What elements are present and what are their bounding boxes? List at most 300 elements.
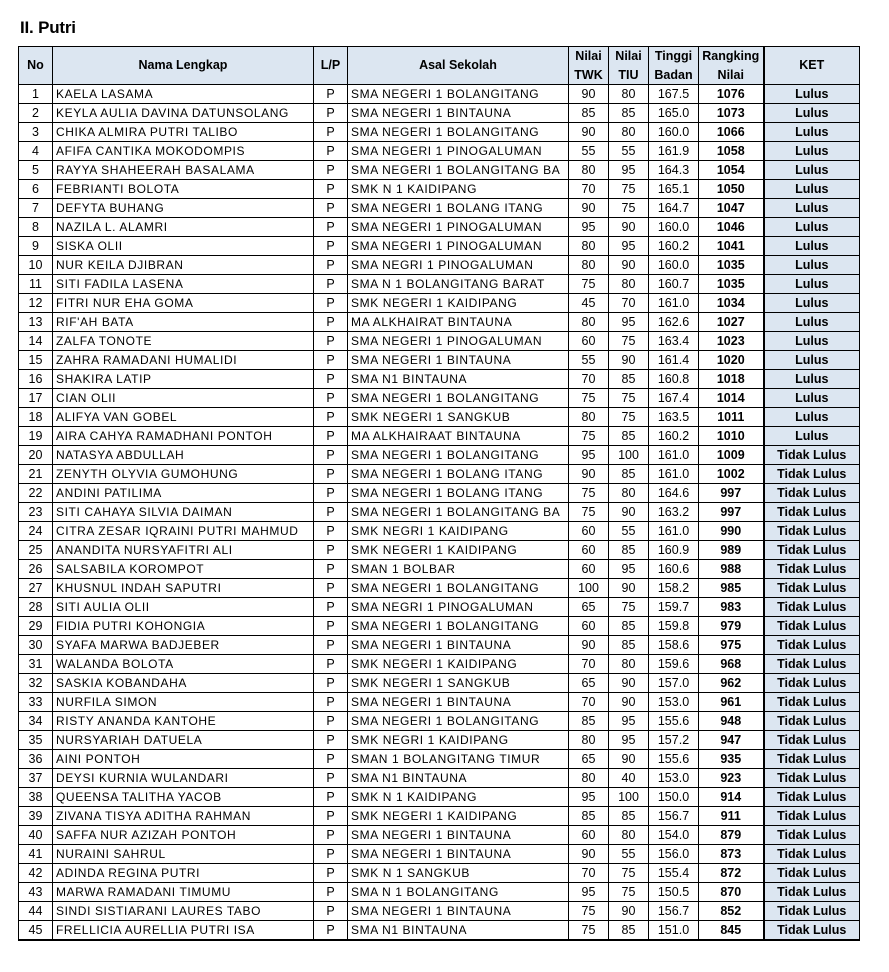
cell-lp: P (314, 389, 348, 408)
section-title: II. Putri (20, 18, 76, 37)
cell-nilai-tiu: 90 (609, 902, 649, 921)
cell-nilai-twk: 90 (569, 845, 609, 864)
header-tiu-bottom: TIU (609, 66, 649, 85)
cell-rangking-nilai: 1035 (699, 275, 764, 294)
cell-nama: NURAINI SAHRUL (53, 845, 314, 864)
cell-no: 20 (19, 446, 53, 465)
table-row (19, 218, 860, 237)
table-row (19, 617, 860, 636)
cell-lp: P (314, 883, 348, 902)
cell-lp: P (314, 351, 348, 370)
cell-nama: ANDINI PATILIMA (53, 484, 314, 503)
header-twk-bottom: TWK (569, 66, 609, 85)
cell-tinggi-badan: 161.0 (649, 465, 699, 484)
cell-no: 19 (19, 427, 53, 446)
cell-nilai-tiu: 95 (609, 731, 649, 750)
cell-tinggi-badan: 157.2 (649, 731, 699, 750)
cell-no: 8 (19, 218, 53, 237)
cell-tinggi-badan: 167.4 (649, 389, 699, 408)
cell-no: 41 (19, 845, 53, 864)
cell-rangking-nilai: 1035 (699, 256, 764, 275)
cell-nilai-tiu: 75 (609, 199, 649, 218)
cell-no: 44 (19, 902, 53, 921)
cell-nama: KAELA LASAMA (53, 85, 314, 104)
header-tinggi-bottom: Badan (649, 66, 699, 85)
cell-nilai-tiu: 90 (609, 256, 649, 275)
header-asal-sekolah: Asal Sekolah (348, 47, 569, 85)
cell-nilai-twk: 75 (569, 902, 609, 921)
cell-nilai-twk: 75 (569, 484, 609, 503)
cell-rangking-nilai: 1041 (699, 237, 764, 256)
cell-ket: Lulus (764, 123, 860, 142)
cell-tinggi-badan: 156.7 (649, 902, 699, 921)
cell-ket: Lulus (764, 237, 860, 256)
cell-lp: P (314, 237, 348, 256)
cell-asal-sekolah: SMK N 1 KAIDIPANG (348, 180, 569, 199)
header-twk-top: Nilai (569, 47, 609, 67)
cell-nama: AINI PONTOH (53, 750, 314, 769)
cell-rangking-nilai: 975 (699, 636, 764, 655)
cell-nilai-tiu: 90 (609, 579, 649, 598)
cell-no: 23 (19, 503, 53, 522)
header-tiu-top: Nilai (609, 47, 649, 67)
cell-nilai-tiu: 80 (609, 85, 649, 104)
cell-asal-sekolah: SMA NEGERI 1 BINTAUNA (348, 902, 569, 921)
cell-asal-sekolah: MA ALKHAIRAAT BINTAUNA (348, 427, 569, 446)
cell-lp: P (314, 332, 348, 351)
cell-asal-sekolah: SMA NEGERI 1 BOLANGITANG (348, 579, 569, 598)
table-row (19, 826, 860, 845)
cell-asal-sekolah: SMA NEGERI 1 BOLANGITANG (348, 389, 569, 408)
cell-asal-sekolah: SMK NEGERI 1 KAIDIPANG (348, 807, 569, 826)
cell-no: 45 (19, 921, 53, 941)
cell-nama: CITRA ZESAR IQRAINI PUTRI MAHMUD (53, 522, 314, 541)
cell-lp: P (314, 218, 348, 237)
cell-nilai-tiu: 85 (609, 921, 649, 941)
cell-rangking-nilai: 1046 (699, 218, 764, 237)
table-row (19, 579, 860, 598)
cell-lp: P (314, 902, 348, 921)
cell-nilai-twk: 60 (569, 541, 609, 560)
cell-tinggi-badan: 161.0 (649, 294, 699, 313)
cell-nama: NATASYA ABDULLAH (53, 446, 314, 465)
cell-rangking-nilai: 1011 (699, 408, 764, 427)
cell-ket: Lulus (764, 180, 860, 199)
cell-nama: QUEENSA TALITHA YACOB (53, 788, 314, 807)
cell-rangking-nilai: 879 (699, 826, 764, 845)
cell-no: 33 (19, 693, 53, 712)
cell-tinggi-badan: 160.2 (649, 237, 699, 256)
cell-nilai-tiu: 85 (609, 465, 649, 484)
table-header (19, 47, 860, 85)
table-row (19, 883, 860, 902)
cell-nama: ZENYTH OLYVIA GUMOHUNG (53, 465, 314, 484)
cell-nama: SYAFA MARWA BADJEBER (53, 636, 314, 655)
cell-lp: P (314, 769, 348, 788)
cell-no: 22 (19, 484, 53, 503)
header-rank-top: Rangking (699, 47, 764, 67)
cell-ket: Tidak Lulus (764, 807, 860, 826)
cell-ket: Tidak Lulus (764, 712, 860, 731)
cell-tinggi-badan: 155.6 (649, 712, 699, 731)
cell-nilai-twk: 100 (569, 579, 609, 598)
cell-nilai-twk: 80 (569, 408, 609, 427)
header-tinggi-top: Tinggi (649, 47, 699, 67)
cell-nilai-twk: 80 (569, 769, 609, 788)
cell-lp: P (314, 579, 348, 598)
cell-nilai-twk: 70 (569, 370, 609, 389)
cell-tinggi-badan: 155.4 (649, 864, 699, 883)
cell-rangking-nilai: 923 (699, 769, 764, 788)
cell-ket: Lulus (764, 389, 860, 408)
table-row (19, 408, 860, 427)
cell-nilai-twk: 85 (569, 712, 609, 731)
cell-tinggi-badan: 155.6 (649, 750, 699, 769)
cell-ket: Tidak Lulus (764, 522, 860, 541)
cell-ket: Tidak Lulus (764, 693, 860, 712)
table-row (19, 807, 860, 826)
cell-rangking-nilai: 1020 (699, 351, 764, 370)
cell-asal-sekolah: SMA NEGRI 1 PINOGALUMAN (348, 598, 569, 617)
cell-ket: Tidak Lulus (764, 617, 860, 636)
cell-ket: Lulus (764, 104, 860, 123)
cell-asal-sekolah: SMA NEGERI 1 BINTAUNA (348, 845, 569, 864)
cell-ket: Tidak Lulus (764, 579, 860, 598)
cell-nilai-twk: 60 (569, 826, 609, 845)
cell-nilai-tiu: 85 (609, 104, 649, 123)
cell-no: 4 (19, 142, 53, 161)
cell-nilai-twk: 75 (569, 389, 609, 408)
cell-nama: SITI CAHAYA SILVIA DAIMAN (53, 503, 314, 522)
cell-rangking-nilai: 997 (699, 503, 764, 522)
cell-nilai-twk: 75 (569, 427, 609, 446)
cell-rangking-nilai: 1054 (699, 161, 764, 180)
cell-lp: P (314, 465, 348, 484)
cell-nama: SINDI SISTIARANI LAURES TABO (53, 902, 314, 921)
cell-ket: Tidak Lulus (764, 636, 860, 655)
cell-rangking-nilai: 990 (699, 522, 764, 541)
cell-nilai-tiu: 75 (609, 864, 649, 883)
cell-nilai-tiu: 90 (609, 693, 649, 712)
cell-lp: P (314, 256, 348, 275)
cell-nama: ADINDA REGINA PUTRI (53, 864, 314, 883)
table-row (19, 427, 860, 446)
cell-nilai-tiu: 75 (609, 332, 649, 351)
cell-ket: Tidak Lulus (764, 484, 860, 503)
cell-nama: KHUSNUL INDAH SAPUTRI (53, 579, 314, 598)
cell-ket: Lulus (764, 351, 860, 370)
cell-no: 24 (19, 522, 53, 541)
cell-asal-sekolah: SMA NEGERI 1 BOLANGITANG BA (348, 161, 569, 180)
cell-lp: P (314, 712, 348, 731)
table-row (19, 85, 860, 104)
cell-no: 2 (19, 104, 53, 123)
cell-nilai-tiu: 75 (609, 408, 649, 427)
table-row (19, 731, 860, 750)
cell-ket: Lulus (764, 427, 860, 446)
table-body (19, 85, 860, 941)
cell-asal-sekolah: SMK NEGERI 1 KAIDIPANG (348, 655, 569, 674)
cell-nilai-tiu: 70 (609, 294, 649, 313)
table-row (19, 446, 860, 465)
cell-ket: Tidak Lulus (764, 845, 860, 864)
cell-no: 17 (19, 389, 53, 408)
cell-tinggi-badan: 164.7 (649, 199, 699, 218)
cell-no: 14 (19, 332, 53, 351)
cell-nama: NUR KEILA DJIBRAN (53, 256, 314, 275)
cell-rangking-nilai: 997 (699, 484, 764, 503)
cell-asal-sekolah: SMK N 1 KAIDIPANG (348, 788, 569, 807)
cell-nilai-tiu: 75 (609, 883, 649, 902)
cell-asal-sekolah: SMA NEGERI 1 BOLANGITANG (348, 85, 569, 104)
cell-ket: Tidak Lulus (764, 750, 860, 769)
table-row (19, 864, 860, 883)
cell-rangking-nilai: 914 (699, 788, 764, 807)
cell-nilai-tiu: 85 (609, 427, 649, 446)
cell-nama: SITI AULIA OLII (53, 598, 314, 617)
cell-nama: FEBRIANTI BOLOTA (53, 180, 314, 199)
cell-lp: P (314, 693, 348, 712)
cell-nilai-twk: 90 (569, 199, 609, 218)
cell-tinggi-badan: 160.2 (649, 427, 699, 446)
cell-rangking-nilai: 961 (699, 693, 764, 712)
cell-tinggi-badan: 160.6 (649, 560, 699, 579)
cell-nilai-twk: 95 (569, 883, 609, 902)
cell-rangking-nilai: 1073 (699, 104, 764, 123)
cell-no: 25 (19, 541, 53, 560)
cell-lp: P (314, 560, 348, 579)
cell-no: 16 (19, 370, 53, 389)
table-row (19, 902, 860, 921)
header-no: No (19, 47, 53, 85)
cell-no: 12 (19, 294, 53, 313)
table-row (19, 313, 860, 332)
cell-nama: SAFFA NUR AZIZAH PONTOH (53, 826, 314, 845)
cell-lp: P (314, 617, 348, 636)
cell-no: 3 (19, 123, 53, 142)
cell-nilai-tiu: 85 (609, 636, 649, 655)
cell-asal-sekolah: SMA N1 BINTAUNA (348, 370, 569, 389)
cell-nama: CHIKA ALMIRA PUTRI TALIBO (53, 123, 314, 142)
cell-tinggi-badan: 154.0 (649, 826, 699, 845)
cell-lp: P (314, 541, 348, 560)
cell-asal-sekolah: SMK NEGERI 1 SANGKUB (348, 408, 569, 427)
cell-no: 28 (19, 598, 53, 617)
cell-lp: P (314, 142, 348, 161)
cell-no: 37 (19, 769, 53, 788)
cell-tinggi-badan: 161.4 (649, 351, 699, 370)
cell-nilai-twk: 65 (569, 674, 609, 693)
cell-tinggi-badan: 163.4 (649, 332, 699, 351)
cell-tinggi-badan: 167.5 (649, 85, 699, 104)
cell-tinggi-badan: 156.7 (649, 807, 699, 826)
cell-asal-sekolah: SMA NEGERI 1 BINTAUNA (348, 693, 569, 712)
cell-asal-sekolah: SMK NEGERI 1 KAIDIPANG (348, 294, 569, 313)
cell-no: 29 (19, 617, 53, 636)
cell-nilai-twk: 70 (569, 180, 609, 199)
header-nama: Nama Lengkap (53, 47, 314, 85)
table-row (19, 503, 860, 522)
cell-asal-sekolah: SMK NEGERI 1 KAIDIPANG (348, 541, 569, 560)
table-row (19, 845, 860, 864)
cell-tinggi-badan: 161.9 (649, 142, 699, 161)
cell-tinggi-badan: 164.3 (649, 161, 699, 180)
cell-ket: Lulus (764, 199, 860, 218)
cell-lp: P (314, 655, 348, 674)
cell-no: 32 (19, 674, 53, 693)
table-row (19, 275, 860, 294)
cell-rangking-nilai: 979 (699, 617, 764, 636)
cell-nilai-tiu: 80 (609, 655, 649, 674)
cell-rangking-nilai: 1050 (699, 180, 764, 199)
cell-nama: SASKIA KOBANDAHA (53, 674, 314, 693)
cell-nilai-twk: 75 (569, 921, 609, 941)
cell-ket: Tidak Lulus (764, 446, 860, 465)
cell-nama: ZIVANA TISYA ADITHA RAHMAN (53, 807, 314, 826)
table-row (19, 636, 860, 655)
cell-nilai-twk: 60 (569, 617, 609, 636)
cell-asal-sekolah: SMA NEGERI 1 BOLANGITANG BA (348, 503, 569, 522)
cell-no: 10 (19, 256, 53, 275)
cell-asal-sekolah: SMA N 1 BOLANGITANG (348, 883, 569, 902)
cell-rangking-nilai: 1023 (699, 332, 764, 351)
table-row (19, 788, 860, 807)
cell-tinggi-badan: 161.0 (649, 446, 699, 465)
cell-tinggi-badan: 160.7 (649, 275, 699, 294)
cell-no: 6 (19, 180, 53, 199)
cell-lp: P (314, 199, 348, 218)
cell-no: 7 (19, 199, 53, 218)
cell-no: 30 (19, 636, 53, 655)
cell-rangking-nilai: 962 (699, 674, 764, 693)
table-row (19, 256, 860, 275)
cell-asal-sekolah: SMA NEGERI 1 BOLANGITANG (348, 446, 569, 465)
cell-lp: P (314, 731, 348, 750)
cell-tinggi-badan: 165.0 (649, 104, 699, 123)
cell-asal-sekolah: SMA N1 BINTAUNA (348, 921, 569, 941)
cell-rangking-nilai: 1058 (699, 142, 764, 161)
table-row (19, 237, 860, 256)
cell-lp: P (314, 275, 348, 294)
cell-asal-sekolah: SMA NEGERI 1 PINOGALUMAN (348, 142, 569, 161)
cell-nilai-tiu: 75 (609, 389, 649, 408)
cell-rangking-nilai: 983 (699, 598, 764, 617)
results-table (18, 46, 860, 941)
cell-lp: P (314, 845, 348, 864)
cell-nilai-twk: 80 (569, 161, 609, 180)
cell-lp: P (314, 313, 348, 332)
header-lp: L/P (314, 47, 348, 85)
cell-nilai-twk: 55 (569, 142, 609, 161)
cell-ket: Tidak Lulus (764, 465, 860, 484)
cell-lp: P (314, 161, 348, 180)
cell-nama: CIAN OLII (53, 389, 314, 408)
cell-asal-sekolah: SMA NEGERI 1 BINTAUNA (348, 351, 569, 370)
cell-lp: P (314, 788, 348, 807)
cell-tinggi-badan: 160.9 (649, 541, 699, 560)
cell-nilai-twk: 85 (569, 104, 609, 123)
cell-nama: SHAKIRA LATIP (53, 370, 314, 389)
cell-rangking-nilai: 845 (699, 921, 764, 941)
cell-nilai-tiu: 80 (609, 826, 649, 845)
cell-no: 1 (19, 85, 53, 104)
cell-nilai-tiu: 75 (609, 598, 649, 617)
cell-lp: P (314, 370, 348, 389)
cell-nama: FITRI NUR EHA GOMA (53, 294, 314, 313)
cell-lp: P (314, 674, 348, 693)
cell-nilai-twk: 90 (569, 465, 609, 484)
cell-tinggi-badan: 158.2 (649, 579, 699, 598)
cell-tinggi-badan: 164.6 (649, 484, 699, 503)
cell-lp: P (314, 180, 348, 199)
cell-nilai-tiu: 90 (609, 503, 649, 522)
table-row (19, 180, 860, 199)
cell-ket: Tidak Lulus (764, 560, 860, 579)
cell-lp: P (314, 864, 348, 883)
cell-tinggi-badan: 160.0 (649, 256, 699, 275)
cell-rangking-nilai: 985 (699, 579, 764, 598)
cell-ket: Lulus (764, 85, 860, 104)
cell-no: 31 (19, 655, 53, 674)
cell-nama: DEYSI KURNIA WULANDARI (53, 769, 314, 788)
cell-rangking-nilai: 1076 (699, 85, 764, 104)
table-row (19, 560, 860, 579)
cell-ket: Lulus (764, 332, 860, 351)
cell-lp: P (314, 750, 348, 769)
cell-nilai-tiu: 85 (609, 541, 649, 560)
cell-no: 13 (19, 313, 53, 332)
cell-nilai-tiu: 85 (609, 617, 649, 636)
cell-ket: Tidak Lulus (764, 921, 860, 941)
cell-nama: SALSABILA KOROMPOT (53, 560, 314, 579)
cell-ket: Tidak Lulus (764, 731, 860, 750)
cell-nilai-tiu: 95 (609, 712, 649, 731)
cell-nama: KEYLA AULIA DAVINA DATUNSOLANG (53, 104, 314, 123)
cell-asal-sekolah: SMA NEGERI 1 BOLANG ITANG (348, 465, 569, 484)
cell-no: 9 (19, 237, 53, 256)
cell-asal-sekolah: SMA NEGERI 1 BINTAUNA (348, 826, 569, 845)
cell-rangking-nilai: 852 (699, 902, 764, 921)
cell-nilai-tiu: 90 (609, 674, 649, 693)
cell-nilai-twk: 85 (569, 807, 609, 826)
cell-rangking-nilai: 947 (699, 731, 764, 750)
cell-asal-sekolah: SMK NEGRI 1 KAIDIPANG (348, 522, 569, 541)
cell-nilai-twk: 90 (569, 636, 609, 655)
cell-lp: P (314, 408, 348, 427)
table-row (19, 712, 860, 731)
cell-asal-sekolah: SMA N 1 BOLANGITANG BARAT (348, 275, 569, 294)
cell-rangking-nilai: 1047 (699, 199, 764, 218)
cell-tinggi-badan: 150.0 (649, 788, 699, 807)
cell-no: 34 (19, 712, 53, 731)
cell-nilai-tiu: 95 (609, 560, 649, 579)
cell-no: 36 (19, 750, 53, 769)
table-row (19, 123, 860, 142)
cell-nilai-tiu: 80 (609, 484, 649, 503)
cell-nilai-tiu: 40 (609, 769, 649, 788)
cell-lp: P (314, 503, 348, 522)
cell-ket: Tidak Lulus (764, 883, 860, 902)
cell-rangking-nilai: 1018 (699, 370, 764, 389)
cell-rangking-nilai: 989 (699, 541, 764, 560)
cell-no: 21 (19, 465, 53, 484)
cell-no: 18 (19, 408, 53, 427)
cell-nilai-twk: 70 (569, 864, 609, 883)
cell-nilai-twk: 60 (569, 332, 609, 351)
table-row (19, 332, 860, 351)
cell-no: 11 (19, 275, 53, 294)
cell-tinggi-badan: 160.0 (649, 123, 699, 142)
